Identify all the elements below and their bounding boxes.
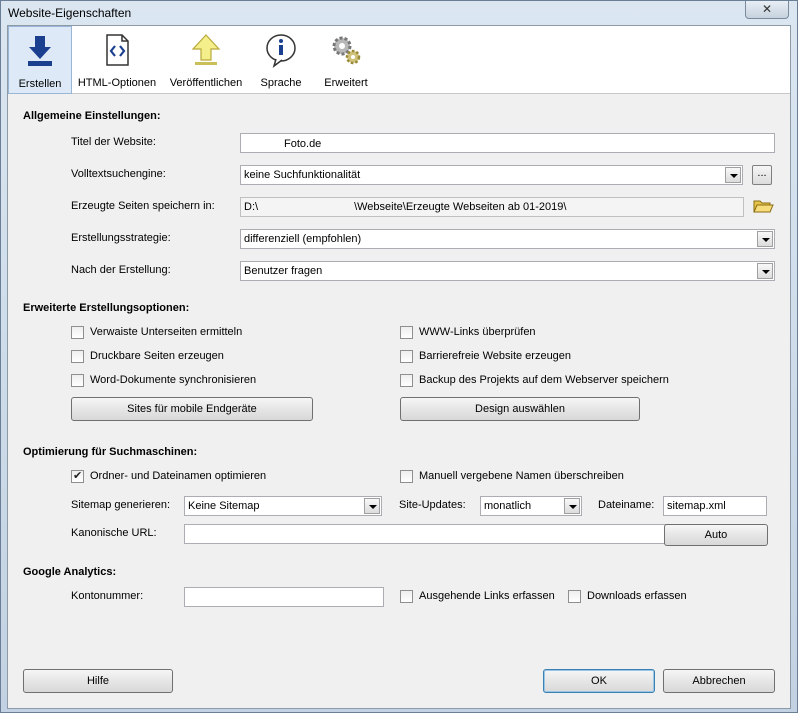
chevron-down-icon (725, 167, 741, 183)
section-heading-extended: Erweiterte Erstellungsoptionen: (23, 302, 190, 314)
checkbox-box[interactable] (400, 590, 413, 603)
sitemap-label: Sitemap generieren: (71, 499, 171, 511)
auto-canonical-button[interactable]: Auto (664, 524, 768, 546)
design-select-button[interactable]: Design auswählen (400, 397, 640, 421)
title-bar (1, 1, 797, 25)
checkbox-box[interactable] (400, 326, 413, 339)
website-title-label: Titel der Website: (71, 136, 156, 148)
checkbox-box[interactable] (400, 470, 413, 483)
open-folder-icon[interactable] (752, 196, 774, 216)
search-engine-options-button[interactable]: ... (752, 165, 772, 185)
cancel-button[interactable]: Abbrechen (663, 669, 775, 693)
output-path-label: Erzeugte Seiten speichern in: (71, 200, 215, 212)
after-build-select[interactable]: Benutzer fragen (240, 261, 775, 281)
chevron-down-icon (757, 231, 773, 247)
checkbox-box[interactable] (71, 470, 84, 483)
output-path-field[interactable]: D:\ \Webseite\Erzeugte Webseiten ab 01-2019\ (240, 197, 744, 217)
tab-label: Sprache (260, 77, 302, 89)
chevron-down-icon (364, 498, 380, 514)
tab-erstellen[interactable] (8, 26, 72, 94)
sitemap-select[interactable]: Keine Sitemap (184, 496, 382, 516)
filename-label: Dateiname: (598, 499, 655, 511)
checkbox-box[interactable] (400, 374, 413, 387)
search-engine-label: Volltextsuchengine: (71, 168, 166, 180)
section-heading-seo: Optimierung für Suchmaschinen: (23, 446, 198, 458)
html-document-icon (100, 32, 134, 68)
canonical-url-label: Kanonische URL: (71, 527, 157, 539)
sitemap-filename-input[interactable]: sitemap.xml (663, 496, 767, 516)
ok-button[interactable]: OK (543, 669, 655, 693)
tab-label: HTML-Optionen (77, 77, 157, 89)
tab-veroeffentlichen[interactable] (164, 26, 248, 94)
site-updates-select[interactable]: monatlich (480, 496, 582, 516)
checkbox-box[interactable] (71, 350, 84, 363)
close-button[interactable]: ✕ (745, 1, 789, 19)
section-heading-general: Allgemeine Einstellungen: (23, 110, 161, 122)
checkbox-box[interactable] (71, 374, 84, 387)
info-bubble-icon (264, 32, 298, 68)
website-title-input[interactable]: Foto.de (240, 133, 775, 153)
after-build-label: Nach der Erstellung: (71, 264, 171, 276)
tab-html-optionen[interactable] (74, 26, 160, 94)
build-strategy-label: Erstellungsstrategie: (71, 232, 171, 244)
tab-label: Veröffentlichen (169, 77, 243, 89)
section-heading-analytics: Google Analytics: (23, 566, 117, 578)
upload-arrow-icon (189, 32, 223, 68)
category-toolbar (8, 26, 790, 94)
build-strategy-select[interactable]: differenziell (empfohlen) (240, 229, 775, 249)
site-updates-label: Site-Updates: (399, 499, 466, 511)
tab-label: Erstellen (18, 78, 62, 90)
help-button[interactable]: Hilfe (23, 669, 173, 693)
checkbox-box[interactable] (71, 326, 84, 339)
chevron-down-icon (564, 498, 580, 514)
checkbox-box[interactable] (568, 590, 581, 603)
chevron-down-icon (757, 263, 773, 279)
checkbox-box[interactable] (400, 350, 413, 363)
gears-icon (329, 32, 363, 68)
account-number-input[interactable] (184, 587, 384, 607)
canonical-url-input[interactable] (184, 524, 688, 544)
account-number-label: Kontonummer: (71, 590, 144, 602)
search-engine-select[interactable]: keine Suchfunktionalität (240, 165, 743, 185)
mobile-sites-button[interactable]: Sites für mobile Endgeräte (71, 397, 313, 421)
settings-panel: Allgemeine Einstellungen: Titel der Website: Foto.de Volltextsuchengine: keine Suchfunktionalität ... Erzeugte Seiten speichern in: D:\ \Webseite\Erzeugte Webseiten ab 01-2019\ Erstellungsstrategie: differenziell (empfohlen) Nach der Erstellung: Benutzer fragen Erweiterte Erstellungsoptionen: Verwaiste Unterseiten ermitteln Druckbare Seiten erzeugen Word-Dokumente synchronisieren WWW-Links überprüfen Barrierefreie Website erzeugen Backup des Projekts auf dem Webserver speichern Sites für mobile Endgeräte Design auswählen Optimierung für Suchmaschinen: ✔ Ordner- und Dateinamen optimieren Manuell vergebene Namen überschreiben Sitemap generieren: Keine Sitemap Site-Updates: monatlich Dateiname: sitemap.xml Kanonische URL: Auto Google Analytics: Kontonummer: Ausgehende Links erfassen Downloads erfassen Hilfe OK Abbrechen (8, 95, 790, 708)
tab-erweitert[interactable] (318, 26, 374, 94)
dialog-client-area (7, 25, 791, 709)
window-title: Website-Eigenschaften (8, 6, 132, 20)
download-arrow-icon (23, 33, 57, 69)
tab-sprache[interactable] (256, 26, 306, 94)
tab-label: Erweitert (324, 77, 368, 89)
